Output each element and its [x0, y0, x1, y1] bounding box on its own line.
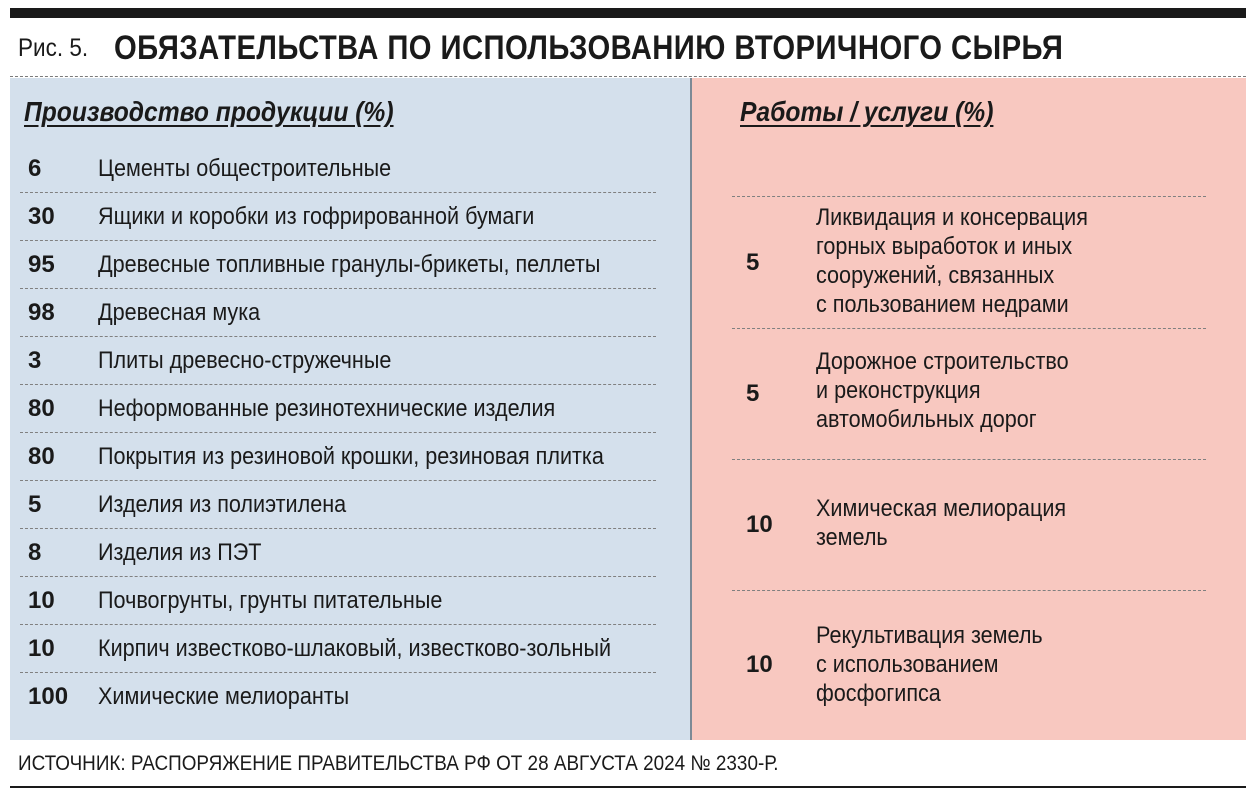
item-value: 5 — [746, 248, 760, 276]
bottom-rule — [10, 786, 1246, 788]
item-value: 5 — [28, 490, 42, 518]
item-label: Химическая мелиорация земель — [816, 495, 1067, 551]
item-value: 10 — [28, 634, 55, 662]
item-value: 100 — [28, 683, 69, 710]
list-item — [20, 241, 656, 289]
item-label: Кирпич известково-шлаковый, известково-зольный — [98, 634, 612, 662]
list-item — [20, 385, 656, 433]
figure-title: ОБЯЗАТЕЛЬСТВА ПО ИСПОЛЬЗОВАНИЮ ВТОРИЧНОГО СЫРЬЯ — [114, 28, 1064, 67]
item-label: Цементы общестроительные — [98, 154, 392, 182]
list-item — [20, 529, 656, 577]
services-heading: Работы / услуги (%) — [740, 96, 994, 127]
item-value: 80 — [28, 394, 55, 422]
item-value: 3 — [28, 346, 42, 374]
figure-header — [18, 24, 1248, 72]
item-value: 8 — [28, 538, 42, 566]
top-rule — [10, 8, 1246, 18]
item-label: Неформованные резинотехнические изделия — [98, 394, 556, 422]
header-divider — [10, 76, 1246, 77]
list-item — [20, 625, 656, 673]
list-item — [732, 591, 1206, 739]
item-label: Ликвидация и консервация горных выработок и иных сооружений, связанных с пользованием недрами — [816, 204, 1088, 318]
item-label: Изделия из ПЭТ — [98, 538, 262, 566]
source-note: ИСТОЧНИК: РАСПОРЯЖЕНИЕ ПРАВИТЕЛЬСТВА РФ ОТ 28 АВГУСТА 2024 № 2330-Р. — [18, 752, 779, 775]
item-value: 5 — [746, 380, 760, 407]
list-item — [20, 433, 656, 481]
item-value: 95 — [28, 250, 55, 278]
item-value: 10 — [28, 586, 55, 614]
item-value: 10 — [746, 651, 773, 678]
list-item — [732, 197, 1206, 328]
item-value: 98 — [28, 298, 55, 326]
list-item — [20, 289, 656, 337]
item-label: Почвогрунты, грунты питательные — [98, 586, 443, 614]
item-label: Рекультивация земель с использованием фосфогипса — [816, 622, 1043, 707]
list-item — [20, 337, 656, 385]
products-list — [20, 145, 656, 721]
item-value: 10 — [746, 511, 773, 538]
item-label: Покрытия из резиновой крошки, резиновая плитка — [98, 442, 604, 470]
item-label: Дорожное строительство и реконструкция автомобильных дорог — [816, 348, 1069, 433]
list-item — [20, 673, 656, 721]
item-label: Изделия из полиэтилена — [98, 490, 347, 518]
item-label: Древесная мука — [98, 298, 261, 326]
list-item — [20, 145, 656, 193]
list-item — [20, 193, 656, 241]
figure-label: Рис. 5. — [18, 33, 89, 62]
list-item — [20, 481, 656, 529]
item-value: 6 — [28, 154, 42, 182]
item-value: 80 — [28, 442, 55, 470]
list-item — [20, 577, 656, 625]
item-value: 30 — [28, 202, 55, 230]
item-label: Плиты древесно-стружечные — [98, 346, 392, 374]
item-label: Ящики и коробки из гофрированной бумаги — [98, 202, 535, 230]
item-label: Древесные топливные гранулы-брикеты, пеллеты — [98, 250, 601, 278]
list-item — [732, 460, 1206, 590]
item-label: Химические мелиоранты — [98, 683, 350, 710]
products-heading: Производство продукции (%) — [24, 96, 394, 127]
list-item — [732, 329, 1206, 459]
